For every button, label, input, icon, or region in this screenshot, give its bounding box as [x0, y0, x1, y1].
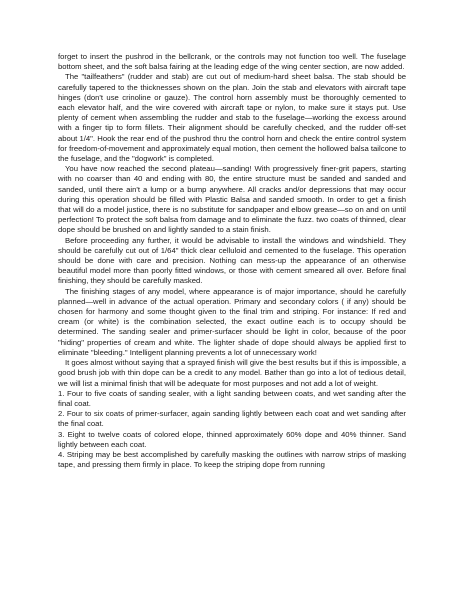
list-item-4: 4. Striping may be best accomplished by carefully masking the outlines with narrow strips of masking tape, and pressing them firmly in place. To keep the striping dope from running [58, 449, 406, 470]
paragraph-sanding: You have now reached the second plateau—sanding! With progressively finer-grit papers, starting with no coarser than 40 and ending with 80, the entire structure must be sanded and sanded and sanded, until there ain't a lump or a bump anywhere. All cracks and/or depressions that may occur during this operation should be filled with Plastic Balsa and sanded smooth. In order to get a finish that will do a model justice, there is no substitute for sandpaper and elbow grease—so on and on until perfection! To protect the soft balsa from damage and to eliminate the fuzz. two coats of thinned, clear dope should be brushed on and lightly sanded to a stain finish. [58, 164, 406, 235]
paragraph-tailfeathers: The "tailfeathers" (rudder and stab) are cut out of medium-hard sheet balsa. The stab should be carefully tapered to the thicknesses shown on the plan. Join the stab and elevators with aircraft tape hinges (don't use crinoline or gauze). The control horn assembly must be thoroughly cemented to each elevator half, and the wire covered with aircraft tape or nylon, to make sure it stays put. Use plenty of cement when assembling the rudder and stab to the fuselage—working the excess around with a finger tip to form fillets. Their alignment should be carefully checked, and the rudder off-set about 1/4". Hook the rear end of the pushrod thru the control horn and check the entire control system for freedom-of-movement and approximately equal motion, then cement the hollowed balsa tailcone to the fuselage, and the "dogwork" is completed. [58, 72, 406, 164]
paragraph-1: forget to insert the pushrod in the bellcrank, or the controls may not function too well. The fuselage bottom sheet, and the soft balsa fairing at the leading edge of the wing center section, are now added. [58, 52, 406, 72]
paragraph-windows: Before proceeding any further, it would be advisable to install the windows and windshield. They should be carefully cut out of 1/64" thick clear celluloid and cemented to the fuselage. This operation should be done with care and precision. Nothing can mess-up the appearance of an otherwise beautiful model more than poorly fitted windows, or those with cement smeared all over. Before final finishing, they should be carefully masked. [58, 235, 406, 286]
document-page [58, 52, 406, 470]
list-item-1: 1. Four to five coats of sanding sealer, with a light sanding between coats, and wet sanding after the final coat. [58, 388, 406, 408]
list-item-2: 2. Four to six coats of primer-surfacer, again sanding lightly between each coat and wet sanding after the final coat. [58, 409, 406, 429]
paragraph-finishing: The finishing stages of any model, where appearance is of major importance, should he carefully planned—well in advance of the actual operation. Primary and secondary colors ( if any) should be chosen for harmony and some thought given to the final trim and striping. For instance: If red and cream (or white) is the combination selected, the exact outline each is to occupy should be determined. The sanding sealer and primer-surfacer should be light in color, because of the poor "hiding" properties of cream and white. The lighter shade of dope should always be applied first to eliminate "bleeding." Intelligent planning prevents a lot of unnecessary work! [58, 286, 406, 357]
paragraph-sprayed-finish: It goes almost without saying that a sprayed finish will give the best results but if this is impossible, a good brush job with thin dope can be a credit to any model. Bather than go into a lot of tedious detail, we will list a minimal finish that will be adequate for most purposes and not add a lot of weight. [58, 358, 406, 388]
list-item-3: 3. Eight to twelve coats of colored elope, thinned approximately 60% dope and 40% thinner. Sand lightly between each coat. [58, 429, 406, 449]
